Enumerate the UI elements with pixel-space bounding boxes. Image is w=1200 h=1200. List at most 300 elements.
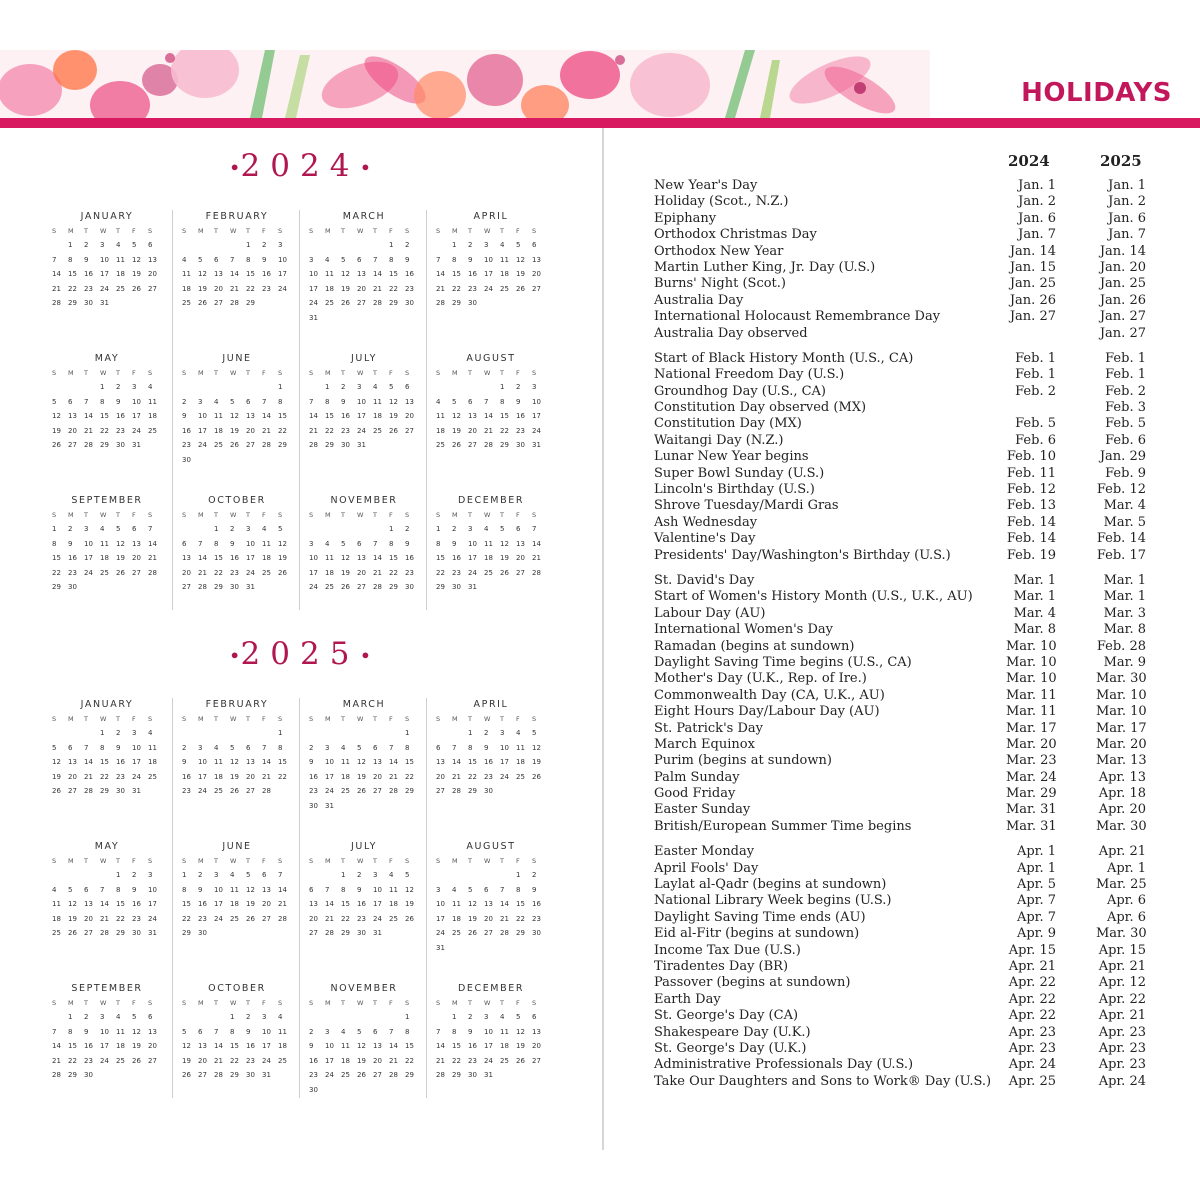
day-number: 25	[182, 299, 191, 307]
day-number: 27	[68, 441, 77, 449]
weekday-label: T	[214, 511, 218, 519]
date-2025: Mar. 10	[1096, 704, 1147, 720]
day-number: 22	[68, 284, 77, 293]
day-number: 24	[84, 568, 93, 577]
weekday-label: S	[405, 511, 410, 519]
day-number: 26	[500, 568, 509, 577]
day-number: 29	[100, 441, 109, 449]
day-number: 10	[198, 412, 207, 420]
holiday-row	[654, 926, 1174, 942]
week-row	[309, 522, 423, 537]
day-number: 13	[357, 270, 366, 278]
day-number: 4	[148, 383, 153, 391]
day-number: 4	[325, 539, 330, 548]
weekday-label: M	[452, 369, 458, 377]
week-row	[309, 566, 423, 581]
day-number: 11	[500, 255, 509, 264]
day-number: 21	[325, 914, 334, 923]
day-number: 10	[357, 397, 366, 406]
day-number: 28	[262, 441, 271, 449]
week-row	[309, 409, 423, 424]
week-row	[436, 395, 550, 410]
day-number: 15	[468, 758, 477, 766]
day-number: 12	[389, 397, 398, 406]
day-number: 25	[341, 1071, 350, 1079]
day-number: 14	[262, 758, 271, 766]
day-empty	[405, 438, 421, 453]
month-name: JULY	[351, 353, 377, 364]
holiday-row	[654, 622, 1174, 638]
weekday-header	[436, 366, 550, 380]
day-number: 17	[132, 758, 141, 766]
day-number: 22	[100, 426, 109, 435]
day-number: 11	[100, 539, 109, 548]
day-number: 22	[246, 284, 255, 293]
weekday-header	[309, 854, 423, 868]
col-header-2025: 2025	[1100, 152, 1142, 170]
day-number: 4	[100, 525, 105, 533]
holiday-name: Start of Women's History Month (U.S., U.K., AU)	[654, 589, 973, 605]
day-number: 30	[516, 441, 525, 449]
day-number: 25	[262, 568, 271, 577]
weekday-header	[52, 712, 166, 726]
day-number: 11	[52, 900, 61, 908]
week-row	[182, 784, 296, 799]
day-number: 23	[357, 914, 366, 923]
weekday-label: W	[357, 857, 364, 865]
day-empty	[84, 580, 100, 595]
day-number: 11	[484, 539, 493, 548]
day-number: 14	[389, 758, 398, 766]
day-number: 27	[214, 299, 223, 307]
day-number: 23	[116, 426, 125, 435]
date-2025: Feb. 17	[1096, 547, 1146, 563]
week-row	[436, 1025, 550, 1040]
day-number: 18	[262, 554, 271, 562]
weekday-label: T	[116, 857, 120, 865]
day-number: 28	[436, 299, 445, 307]
day-number: 9	[405, 255, 410, 264]
day-number: 5	[516, 1013, 521, 1021]
weekday-label: M	[68, 369, 74, 377]
holiday-name: Martin Luther King, Jr. Day (U.S.)	[654, 259, 876, 275]
day-number: 24	[246, 568, 255, 577]
day-number: 11	[214, 412, 223, 420]
day-number: 16	[132, 900, 141, 908]
day-number: 9	[516, 397, 521, 406]
week-row	[436, 438, 550, 453]
day-number: 24	[100, 1056, 109, 1065]
day-number: 11	[341, 758, 350, 766]
date-2025: Feb. 6	[1105, 432, 1146, 448]
day-number: 19	[116, 554, 125, 562]
holiday-row	[654, 548, 1174, 564]
day-number: 13	[68, 758, 77, 766]
weekday-label: W	[357, 511, 364, 519]
day-number: 30	[468, 299, 477, 307]
day-number: 14	[230, 270, 239, 278]
day-number: 24	[198, 441, 207, 449]
holiday-name: Palm Sunday	[654, 769, 740, 785]
day-number: 1	[278, 729, 283, 737]
day-number: 25	[516, 772, 525, 781]
week-row	[309, 424, 423, 439]
weekday-header	[309, 366, 423, 380]
day-number: 30	[468, 1071, 477, 1079]
holiday-name: Valentine's Day	[654, 531, 756, 547]
week-row	[436, 253, 550, 268]
day-empty	[148, 1068, 164, 1083]
day-number	[182, 380, 198, 395]
day-empty	[484, 580, 500, 595]
date-2025: Apr. 23	[1098, 1057, 1146, 1073]
weekday-label: S	[309, 227, 314, 235]
day-number	[68, 380, 84, 395]
day-number	[357, 1010, 373, 1025]
week-row	[436, 868, 550, 883]
page-divider	[602, 128, 604, 1150]
day-number: 28	[373, 583, 382, 591]
day-number: 24	[278, 284, 287, 293]
day-number: 17	[325, 772, 334, 781]
date-2024: Apr. 22	[1008, 975, 1056, 991]
date-2024: Apr. 25	[1008, 1073, 1056, 1089]
day-number: 2	[484, 729, 489, 737]
week-row	[436, 1054, 550, 1069]
day-number: 7	[262, 743, 267, 752]
day-number: 15	[182, 900, 191, 908]
day-empty	[357, 311, 373, 326]
day-empty	[500, 784, 516, 799]
holiday-name: Ramadan (begins at sundown)	[654, 638, 855, 654]
day-number: 12	[357, 758, 366, 766]
day-number: 14	[532, 539, 541, 548]
day-number: 20	[357, 284, 366, 293]
day-number: 1	[452, 241, 457, 249]
day-number: 28	[84, 441, 93, 449]
day-number	[309, 868, 325, 883]
day-number: 28	[198, 583, 207, 591]
holiday-row	[654, 1074, 1174, 1090]
day-number: 15	[230, 1042, 239, 1050]
day-number: 27	[436, 787, 445, 795]
day-number: 8	[278, 397, 283, 406]
day-number: 29	[452, 299, 461, 307]
day-number: 8	[500, 397, 505, 406]
day-number	[84, 726, 100, 741]
day-number: 20	[68, 772, 77, 781]
month-name: NOVEMBER	[330, 495, 398, 506]
day-number	[214, 726, 230, 741]
day-empty	[373, 311, 389, 326]
weekday-header	[182, 712, 296, 726]
day-number: 18	[116, 270, 125, 278]
week-row	[52, 282, 166, 297]
date-2025: Feb. 1	[1105, 350, 1146, 366]
day-number: 30	[309, 801, 318, 810]
day-empty	[278, 784, 294, 799]
day-number: 28	[484, 441, 493, 449]
day-number: 25	[436, 441, 445, 449]
day-number: 22	[68, 1056, 77, 1065]
day-number: 6	[148, 241, 153, 249]
day-number: 15	[246, 270, 255, 278]
weekday-label: T	[468, 227, 472, 235]
week-row	[436, 424, 550, 439]
day-number: 15	[405, 1042, 414, 1050]
day-empty	[405, 1083, 421, 1098]
day-number	[309, 238, 325, 253]
day-number: 3	[325, 743, 330, 752]
day-number: 29	[405, 1071, 414, 1079]
weekday-label: W	[484, 369, 491, 377]
day-number: 22	[182, 914, 191, 923]
day-number: 25	[373, 426, 382, 435]
day-number: 27	[468, 441, 477, 449]
date-2024: Feb. 12	[1006, 482, 1056, 498]
day-number: 8	[100, 743, 105, 752]
day-number: 19	[230, 772, 239, 781]
day-number: 21	[484, 426, 493, 435]
day-number: 2	[182, 743, 187, 752]
day-number: 24	[484, 284, 493, 293]
day-number: 16	[309, 772, 318, 781]
date-2025: Mar. 1	[1103, 589, 1146, 605]
day-number	[52, 380, 68, 395]
day-number: 5	[132, 1013, 137, 1021]
day-number: 17	[148, 900, 157, 908]
weekday-label: M	[198, 715, 204, 723]
day-number: 31	[262, 1071, 271, 1079]
year-label: 2025	[240, 636, 360, 672]
day-number: 25	[214, 787, 223, 795]
day-number: 20	[373, 1056, 382, 1065]
month-name: OCTOBER	[208, 983, 266, 994]
date-2025: Jan. 2	[1108, 194, 1146, 210]
date-2024: Jan. 27	[1009, 309, 1056, 325]
day-number: 26	[341, 583, 350, 591]
week-row	[309, 883, 423, 898]
day-number: 7	[389, 1027, 394, 1036]
weekday-label: S	[52, 369, 57, 377]
day-empty	[116, 1068, 132, 1083]
date-2024: Apr. 5	[1016, 877, 1056, 893]
day-number: 6	[484, 885, 489, 894]
day-number: 31	[532, 441, 541, 449]
day-number: 28	[100, 929, 109, 937]
date-2025: Jan. 20	[1099, 259, 1146, 275]
day-empty	[132, 1068, 148, 1083]
day-number: 16	[84, 270, 93, 278]
day-number: 3	[436, 885, 441, 894]
day-number: 10	[500, 743, 509, 752]
day-number: 18	[500, 270, 509, 278]
day-number: 24	[357, 426, 366, 435]
date-2024: Apr. 7	[1016, 909, 1056, 925]
day-empty	[325, 1083, 341, 1098]
date-2025: Apr. 12	[1098, 975, 1146, 991]
holiday-year-header	[1004, 152, 1164, 174]
day-number: 2	[468, 1013, 473, 1021]
day-number: 15	[389, 554, 398, 562]
day-number: 24	[500, 772, 509, 781]
weekday-label: S	[278, 511, 283, 519]
day-number	[198, 522, 214, 537]
weekday-label: W	[230, 227, 237, 235]
day-number: 23	[532, 914, 541, 923]
day-number: 22	[389, 568, 398, 577]
day-number: 20	[246, 426, 255, 435]
day-number: 13	[246, 758, 255, 766]
month-january	[48, 210, 166, 311]
day-number: 29	[452, 1071, 461, 1079]
weekday-label: T	[84, 369, 88, 377]
month-november	[305, 494, 423, 595]
weekday-label: W	[484, 857, 491, 865]
day-number: 31	[436, 943, 445, 952]
day-number: 4	[52, 885, 57, 894]
week-row	[52, 537, 166, 552]
day-number: 29	[116, 929, 125, 937]
day-number: 15	[452, 1042, 461, 1050]
date-2025: Apr. 22	[1098, 991, 1146, 1007]
day-number: 24	[373, 914, 382, 923]
holiday-name: Constitution Day (MX)	[654, 416, 802, 432]
weekday-label: S	[278, 369, 283, 377]
week-row	[309, 253, 423, 268]
day-number: 8	[389, 539, 394, 548]
day-number	[182, 522, 198, 537]
day-empty	[500, 1068, 516, 1083]
day-number: 26	[452, 441, 461, 449]
date-2025: Apr. 20	[1098, 802, 1146, 818]
day-number: 27	[148, 284, 157, 293]
day-empty	[516, 784, 532, 799]
day-number: 21	[389, 772, 398, 781]
week-row	[52, 253, 166, 268]
day-number: 9	[309, 758, 314, 766]
day-number: 2	[84, 241, 89, 249]
month-name: DECEMBER	[457, 983, 525, 994]
holiday-row	[654, 482, 1174, 498]
day-number: 25	[148, 426, 157, 435]
day-empty	[100, 1068, 116, 1083]
week-row	[182, 424, 296, 439]
holiday-row	[654, 1008, 1174, 1024]
day-number	[325, 726, 341, 741]
day-number: 26	[52, 787, 61, 795]
date-2025: Jan. 7	[1108, 227, 1146, 243]
day-number: 29	[52, 583, 61, 591]
day-number: 1	[182, 871, 187, 879]
weekday-label: T	[84, 999, 88, 1007]
day-number: 8	[68, 255, 73, 264]
month-column-divider	[299, 698, 300, 1098]
day-number: 25	[500, 284, 509, 293]
weekday-label: F	[389, 857, 393, 865]
day-number	[52, 1010, 68, 1025]
day-number: 12	[230, 758, 239, 766]
date-2025: Feb. 12	[1096, 482, 1146, 498]
date-2024: Jan. 25	[1009, 276, 1056, 292]
day-number: 25	[214, 441, 223, 449]
day-empty	[132, 296, 148, 311]
day-number: 3	[484, 1013, 489, 1021]
week-row	[52, 438, 166, 453]
day-number	[182, 726, 198, 741]
day-number: 28	[389, 787, 398, 795]
week-row	[182, 926, 296, 941]
week-row	[52, 1025, 166, 1040]
date-2024: Feb. 5	[1015, 416, 1056, 432]
day-number: 12	[341, 270, 350, 278]
day-number: 18	[452, 914, 461, 923]
day-number: 4	[116, 1013, 121, 1021]
day-number: 15	[100, 412, 109, 420]
day-number: 11	[116, 1027, 125, 1036]
day-number: 22	[500, 426, 509, 435]
day-number: 29	[68, 1071, 77, 1079]
weekday-label: W	[230, 857, 237, 865]
day-number: 20	[148, 270, 157, 278]
day-number: 24	[325, 1071, 334, 1079]
day-number: 10	[373, 885, 382, 894]
holiday-name: Epiphany	[654, 210, 717, 226]
weekday-label: S	[436, 369, 441, 377]
day-number: 12	[405, 885, 414, 894]
day-number: 5	[116, 525, 121, 533]
day-number: 4	[214, 397, 219, 406]
day-empty	[484, 941, 500, 956]
day-number: 18	[214, 426, 223, 435]
date-2025: Mar. 30	[1096, 818, 1147, 834]
holiday-row	[654, 531, 1174, 547]
day-number: 2	[309, 743, 314, 752]
day-number: 4	[500, 241, 505, 249]
date-2025: Mar. 10	[1096, 687, 1147, 703]
day-number: 10	[148, 885, 157, 894]
day-number: 4	[500, 1013, 505, 1021]
week-row	[436, 755, 550, 770]
day-number: 26	[357, 1071, 366, 1079]
day-number: 16	[116, 412, 125, 420]
day-number: 12	[182, 1042, 191, 1050]
holiday-row	[654, 992, 1174, 1008]
day-number: 14	[52, 1042, 61, 1050]
day-empty	[325, 311, 341, 326]
holiday-row	[654, 975, 1174, 991]
day-number: 7	[373, 255, 378, 264]
day-number: 15	[278, 412, 287, 420]
weekday-label: F	[389, 511, 393, 519]
day-number: 15	[325, 412, 334, 420]
week-row	[182, 741, 296, 756]
day-empty	[262, 453, 278, 468]
day-number: 9	[341, 397, 346, 406]
holiday-row	[654, 367, 1174, 383]
day-number: 4	[341, 743, 346, 752]
holiday-name: Laylat al-Qadr (begins at sundown)	[654, 877, 887, 893]
day-number: 10	[100, 255, 109, 264]
day-number: 2	[84, 1013, 89, 1021]
day-number: 24	[198, 787, 207, 795]
holiday-name: National Freedom Day (U.S.)	[654, 367, 845, 383]
day-number: 7	[262, 397, 267, 406]
week-row	[309, 726, 423, 741]
day-number: 29	[516, 929, 525, 937]
date-2025: Apr. 24	[1098, 1073, 1146, 1089]
month-column-divider	[299, 210, 300, 610]
